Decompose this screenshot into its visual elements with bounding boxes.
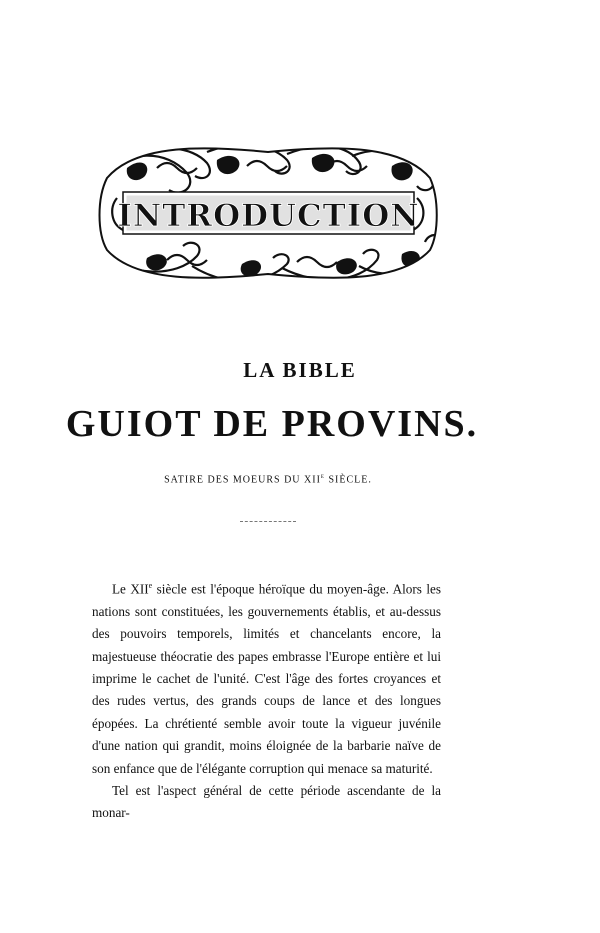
body-text [92, 575, 441, 825]
title-line-2: GUIOT DE PROVINS. [65, 403, 479, 445]
title-line-1: LA BIBLE [243, 358, 357, 382]
paragraph-2: Tel est l'aspect général de cette période ascendante de la monar- [92, 783, 441, 821]
banner-word: INTRODUCTION [117, 198, 420, 234]
paragraph-1: Le XIIe siècle est l'époque héroïque du moyen-âge. Alors les nations sont constituées, les gouvernements établis, et au-dessus des pouvoirs temporels, limités et chancelants encore, la majestueuse théocratie des papes embrasse l'Europe entière et lui imprime le cachet de l'unité. C'est l'âge des fortes croyances et des rudes vertus, des grands coups de lance et des longues épopées. La chrétienté semble avoir toute la vigueur juvénile d'une nation qui grandit, moins éloignée de la barbarie naïve de son enfance que de l'élégante corruption qui menace sa maturité. [92, 581, 441, 776]
ornamental-foliage-banner-icon [97, 138, 440, 288]
ornamental-banner [97, 138, 440, 288]
divider [240, 521, 296, 522]
subtitle: SATIRE DES MOEURS DU XIIe SIÈCLE. [164, 472, 372, 486]
